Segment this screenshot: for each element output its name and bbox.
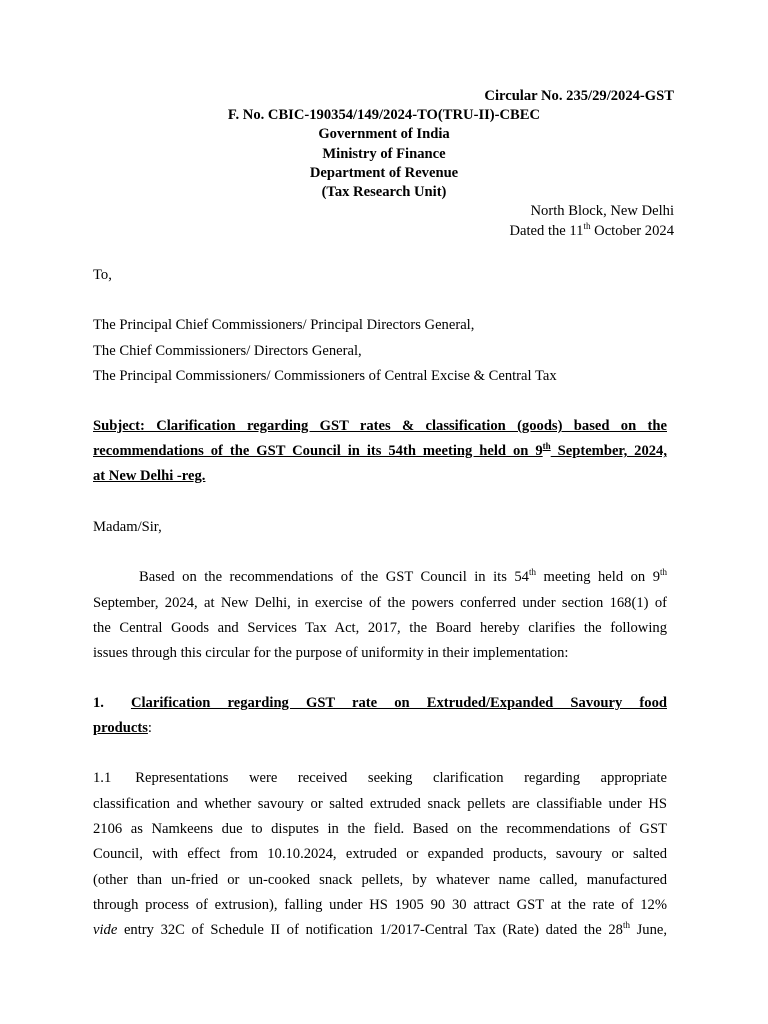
paragraph-line: issues through this circular for the purpose of uniformity in their implementation: bbox=[93, 645, 569, 661]
paragraph-line: (other than un-fried or un-cooked snack pellets, by whatever name called, manufactured bbox=[93, 872, 667, 888]
addressee-line: The Chief Commissioners/ Directors General, bbox=[93, 343, 362, 359]
to-label: To, bbox=[93, 267, 112, 283]
paragraph-line: 2106 as Namkeens due to disputes in the field. Based on the recommendations of GST bbox=[93, 821, 667, 837]
unit: (Tax Research Unit) bbox=[321, 184, 447, 200]
subject-line: Subject: Clarification regarding GST rates & classification (goods) based on the bbox=[93, 418, 667, 434]
paragraph-line: classification and whether savoury or salted extruded snack pellets are classifiable under HS bbox=[93, 796, 667, 812]
paragraph-line: September, 2024, at New Delhi, in exercise of the powers conferred under section 168(1) of bbox=[93, 595, 667, 611]
department: Department of Revenue bbox=[309, 165, 459, 181]
paragraph-line: 1.1 Representations were received seeking clarification regarding appropriate bbox=[93, 770, 667, 786]
subject-line: at New Delhi -reg. bbox=[93, 468, 206, 484]
paragraph-line: through process of extrusion), falling under HS 1905 90 30 attract GST at the rate of 12% bbox=[93, 897, 667, 913]
section-heading: 1. Clarification regarding GST rate on Extruded/Expanded Savoury food bbox=[93, 695, 667, 711]
paragraph-line: Council, with effect from 10.10.2024, extruded or expanded products, savoury or salted bbox=[93, 846, 667, 862]
ministry: Ministry of Finance bbox=[322, 146, 446, 162]
subject-line: recommendations of the GST Council in its 54th meeting held on 9th September, 2024, bbox=[93, 441, 667, 459]
paragraph-line: the Central Goods and Services Tax Act, 2017, the Board hereby clarifies the following bbox=[93, 620, 667, 636]
file-number: F. No. CBIC-190354/149/2024-TO(TRU-II)-CBEC bbox=[227, 107, 541, 123]
salutation: Madam/Sir, bbox=[93, 519, 162, 535]
government: Government of India bbox=[318, 126, 450, 142]
section-heading: products: bbox=[93, 720, 152, 736]
paragraph-line: vide entry 32C of Schedule II of notification 1/2017-Central Tax (Rate) dated the 28th June, bbox=[93, 920, 667, 938]
paragraph-line: Based on the recommendations of the GST Council in its 54th meeting held on 9th bbox=[139, 567, 668, 585]
place: North Block, New Delhi bbox=[530, 203, 674, 219]
addressee-line: The Principal Chief Commissioners/ Principal Directors General, bbox=[93, 317, 475, 333]
addressee-line: The Principal Commissioners/ Commissioners of Central Excise & Central Tax bbox=[93, 368, 557, 384]
date-line: Dated the 11th October 2024 bbox=[509, 221, 674, 239]
circular-number: Circular No. 235/29/2024-GST bbox=[484, 88, 674, 104]
